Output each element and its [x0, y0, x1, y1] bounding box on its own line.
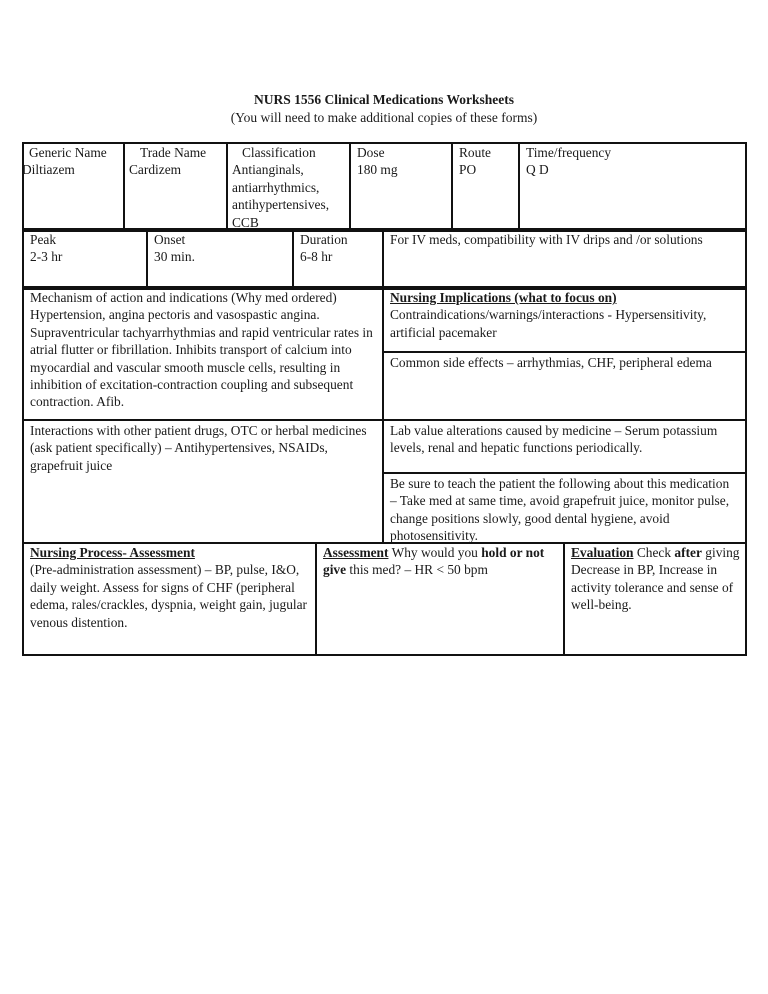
patient-teaching-cell: [384, 475, 747, 545]
mechanism-text: Hypertension, angina pectoris and vasospastic angina. Supraventricular tachyarrhythmias and rapid ventricular rates in atrial flutter or fibrillation. Inhibits transport of calcium into myocardial and vascular smooth muscle cells, resulting in inhibition of excitation-contraction coupling and subsequent contraction. Afib.: [30, 307, 373, 410]
assessment-label: Nursing Process- Assessment: [30, 545, 195, 560]
onset-value: 30 min.: [154, 249, 195, 265]
hold-assessment-label: Assessment: [323, 545, 389, 560]
evaluation-cell: [565, 544, 747, 614]
generic-name-cell: [22, 144, 123, 179]
lab-values-cell: [384, 422, 747, 457]
trade-name-cell: [125, 144, 226, 179]
hold-cell: [317, 544, 563, 579]
duration-label: Duration: [300, 232, 348, 247]
side-effects-text: Common side effects – arrhythmias, CHF, peripheral edema: [390, 355, 712, 370]
route-cell: [453, 144, 518, 179]
hold-emphasis: hold or not give: [323, 545, 545, 578]
dose-value: 180 mg: [357, 162, 398, 178]
divider: [382, 472, 747, 474]
contraindications-text: Contraindications/warnings/interactions - Hypersensitivity, artificial pacemaker: [390, 307, 707, 340]
peak-label: Peak: [30, 232, 57, 247]
trade-name-label: Trade Name: [140, 145, 207, 160]
mechanism-label: Mechanism of action and indications (Why med ordered): [30, 290, 337, 305]
mechanism-cell: [24, 289, 382, 411]
nursing-implications-label: Nursing Implications (what to focus on): [390, 290, 617, 305]
evaluation-text-b: giving Decrease in BP, Increase in activity tolerance and sense of well-being.: [571, 545, 740, 613]
dose-label: Dose: [357, 145, 385, 160]
divider: [382, 351, 747, 353]
hold-question-text: Why would you: [388, 545, 482, 560]
evaluation-label: Evaluation: [571, 545, 634, 560]
frequency-value: Q D: [526, 162, 549, 178]
classification-value: Antianginals, antiarrhythmics, antihypertensives, CCB: [232, 162, 330, 230]
duration-cell: [294, 231, 382, 266]
assessment-cell: [24, 544, 315, 631]
iv-compatibility-cell: [384, 231, 745, 248]
duration-value: 6-8 hr: [300, 249, 333, 265]
interactions-text: Interactions with other patient drugs, OTC or herbal medicines (ask patient specifically) – Antihypertensives, NSAIDs, grapefruit juice: [30, 423, 367, 473]
classification-cell: [228, 144, 349, 231]
generic-name-label: Generic Name: [29, 145, 107, 160]
evaluation-text-a: Check: [633, 545, 675, 560]
onset-cell: [148, 231, 292, 266]
iv-compatibility-label: For IV meds, compatibility with IV drips and /or solutions: [390, 232, 703, 247]
nursing-implications-cell: [384, 289, 747, 341]
interactions-cell: [24, 422, 382, 474]
hold-paragraph: [323, 544, 559, 579]
evaluation-paragraph: [571, 544, 741, 614]
generic-name-value: Diltiazem: [22, 162, 75, 178]
hold-answer-text: this med? – HR < 50 bpm: [346, 562, 488, 578]
frequency-cell: [520, 144, 745, 179]
evaluation-emphasis: after: [674, 545, 702, 560]
route-label: Route: [459, 145, 491, 160]
frequency-label: Time/frequency: [526, 145, 612, 160]
page-title: NURS 1556 Clinical Medications Worksheets: [253, 92, 514, 107]
classification-label: Classification: [242, 145, 316, 160]
peak-cell: [24, 231, 146, 266]
dose-cell: [351, 144, 451, 179]
divider: [22, 419, 747, 421]
route-value: PO: [459, 162, 477, 178]
page-subtitle: (You will need to make additional copies of these forms): [230, 110, 538, 125]
trade-name-value: Cardizem: [129, 162, 182, 178]
peak-value: 2-3 hr: [30, 249, 63, 265]
lab-values-text: Lab value alterations caused by medicine – Serum potassium levels, renal and hepatic functions periodically.: [390, 423, 718, 456]
assessment-text: (Pre-administration assessment) – BP, pulse, I&O, daily weight. Assess for signs of CHF (peripheral edema, rales/crackles, dyspnia, weight gain, jugular venous distention.: [30, 562, 308, 630]
onset-label: Onset: [154, 232, 186, 247]
side-effects-cell: [384, 354, 747, 371]
patient-teaching-text: Be sure to teach the patient the following about this medication – Take med at same time, avoid grapefruit juice, monitor pulse, change positions slowly, good dental hygiene, avoid photosensitivity.: [390, 476, 730, 544]
